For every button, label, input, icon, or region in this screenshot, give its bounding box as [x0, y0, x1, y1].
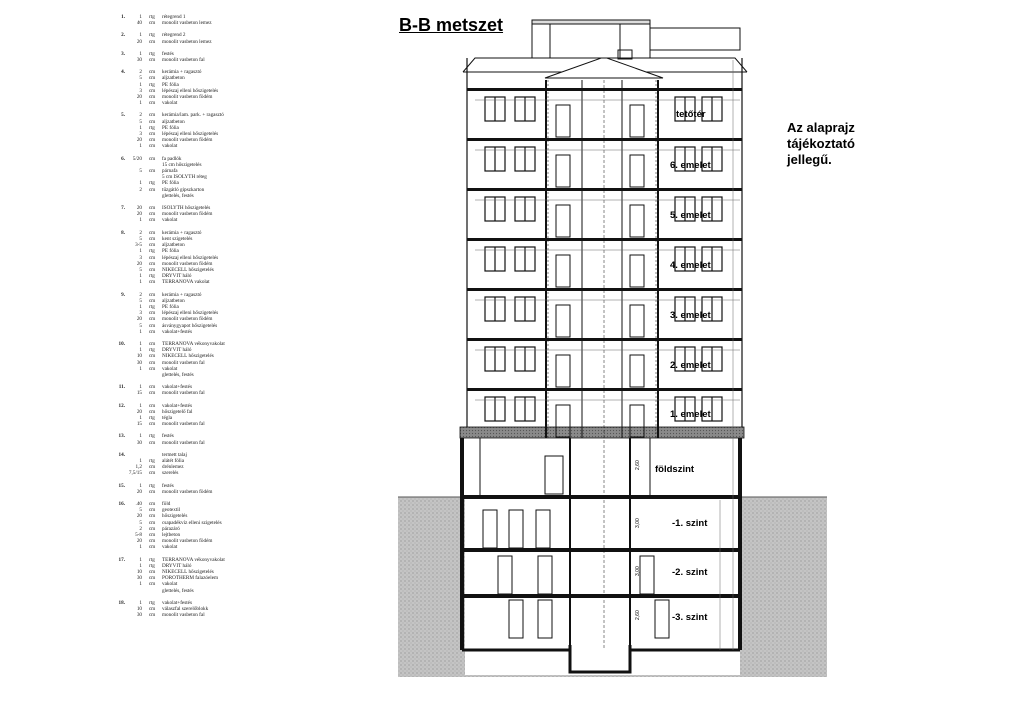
spec-cell-u: cm — [148, 69, 156, 76]
spec-cell-d: monolit vasbeton födém — [162, 260, 213, 267]
spec-cell-u: cm — [148, 606, 156, 613]
spec-cell-u: cm — [148, 131, 156, 138]
spec-cell-u: cm — [148, 328, 156, 335]
spec-cell-d: vakolat — [162, 100, 178, 107]
spec-cell-d: vakolat — [162, 581, 178, 588]
dim-text: 2,60 — [635, 610, 641, 620]
spec-cell-t: 1 — [139, 347, 142, 354]
roof — [463, 20, 747, 78]
spec-cell-t: 10 — [136, 569, 142, 576]
spec-cell-n: 16. — [118, 501, 125, 507]
spec-cell-d: monolit vasbeton födém — [162, 538, 213, 545]
spec-cell-d: drénlemez — [162, 464, 184, 471]
spec-cell-t: 1 — [139, 50, 142, 57]
spec-cell-u: cm — [148, 260, 156, 267]
dim-text: 3,00 — [635, 518, 641, 528]
spec-cell-t: 5 — [139, 118, 142, 125]
spec-cell-d: vakolat — [162, 143, 178, 150]
spec-cell-t: 1 — [139, 433, 142, 440]
spec-cell-t: 2 — [139, 186, 142, 193]
spec-cell-u: cm — [148, 316, 156, 323]
spec-cell-t: 1 — [139, 562, 142, 569]
spec-cell-u: rtg — [149, 599, 155, 606]
spec-cell-t: 20 — [136, 94, 142, 101]
level-label-2: 2. emelet — [670, 360, 711, 371]
spec-cell-u: cm — [148, 205, 156, 212]
spec-cell-n: 7. — [121, 205, 125, 212]
spec-cell-t: 1 — [139, 384, 142, 391]
spec-cell-n: 2. — [121, 32, 125, 39]
spec-cell-u: cm — [148, 532, 156, 539]
spec-cell-t: 3 — [139, 87, 142, 94]
spec-cell-d: 5 cm ISOLYTH réteg — [162, 174, 207, 181]
spec-cell-u: cm — [148, 439, 156, 446]
spec-cell-u: cm — [148, 254, 156, 261]
spec-cell-t: 20 — [136, 538, 142, 545]
spec-cell-t: 1,2 — [135, 464, 142, 471]
spec-cell-t: 2 — [139, 69, 142, 76]
note-line: tájékoztató — [787, 136, 855, 151]
spec-cell-t: 5-8 — [135, 532, 142, 539]
level-label-minus1: -1. szint — [672, 518, 708, 529]
spec-cell-d: TERRANOVA vakolat — [162, 279, 210, 286]
spec-cell-u: cm — [148, 279, 156, 286]
spec-cell-d: TERRANOVA vékonyvakolat — [162, 556, 225, 563]
spec-cell-t: 5 — [139, 168, 142, 175]
spec-cell-d: monolit vasbeton födém — [162, 94, 213, 101]
spec-cell-u: cm — [148, 581, 156, 588]
door — [630, 305, 644, 337]
spec-cell-u: cm — [148, 384, 156, 391]
spec-cell-u: rtg — [149, 32, 155, 39]
spec-cell-t: 1 — [139, 100, 142, 107]
spec-cell-n: 18. — [118, 599, 125, 606]
spec-cell-u: cm — [148, 544, 156, 551]
spec-cell-t: 7,5/15 — [128, 470, 142, 477]
spec-cell-u: rtg — [149, 81, 155, 88]
spec-cell-u: rtg — [149, 124, 155, 131]
spec-cell-d: lejtbeton — [162, 532, 181, 539]
spec-cell-t: 20 — [136, 513, 142, 520]
spec-cell-n: 1. — [121, 14, 125, 20]
spec-cell-u: rtg — [149, 303, 155, 310]
spec-cell-t: 10 — [136, 606, 142, 613]
spec-cell-u: rtg — [149, 556, 155, 563]
spec-cell-t: .40 — [135, 501, 142, 507]
door — [556, 205, 570, 237]
spec-cell-t: 1 — [139, 273, 142, 280]
spec-cell-t: 15 — [136, 390, 142, 397]
spec-cell-d: glettelés, festés — [162, 587, 194, 594]
spec-cell-u: cm — [148, 155, 156, 162]
spec-cell-u: cm — [148, 235, 156, 242]
spec-cell-t: 1 — [139, 14, 142, 20]
spec-cell-u: rtg — [149, 482, 155, 489]
spec-cell-n: 5. — [121, 112, 125, 119]
spec-cell-d: PE fólia — [162, 180, 179, 187]
drawing-title: B-B metszet — [399, 15, 504, 35]
spec-cell-d: PE fólia — [162, 124, 179, 131]
spec-cell-u: cm — [148, 168, 156, 175]
door — [630, 255, 644, 287]
spec-cell-d: monolit vasbeton fal — [162, 390, 205, 397]
spec-cell-u: rtg — [149, 273, 155, 280]
spec-cell-u: cm — [148, 402, 156, 409]
spec-cell-n: 3. — [121, 50, 125, 57]
spec-cell-t: 1 — [139, 217, 142, 224]
spec-cell-u: cm — [148, 217, 156, 224]
spec-cell-t: 1 — [139, 402, 142, 409]
spec-cell-u: cm — [148, 94, 156, 101]
spec-cell-u: cm — [148, 118, 156, 125]
door — [630, 155, 644, 187]
spec-cell-u: cm — [148, 20, 156, 27]
level-label-minus2: -2. szint — [672, 567, 708, 578]
spec-cell-t: 3 — [139, 310, 142, 317]
door — [556, 305, 570, 337]
spec-cell-u: cm — [148, 340, 156, 347]
spec-cell-d: TERRANOVA vékonyvakolat — [162, 340, 225, 347]
spec-cell-u: rtg — [149, 248, 155, 255]
spec-cell-t: 20 — [136, 205, 142, 212]
spec-cell-u: cm — [148, 322, 156, 329]
door — [556, 155, 570, 187]
spec-cell-u: cm — [148, 365, 156, 372]
spec-cell-d: vakolat+festés — [162, 402, 193, 409]
door — [630, 205, 644, 237]
spec-cell-d: kerámia + ragasztó — [162, 69, 202, 76]
spec-cell-d: lépészaj elleni hőszigetelés — [162, 310, 219, 317]
spec-cell-u: cm — [148, 242, 156, 249]
spec-cell-d: aljzatbeton — [162, 242, 185, 249]
level-label-5: 5. emelet — [670, 210, 711, 221]
spec-cell-u: cm — [148, 229, 156, 236]
spec-cell-t: 1 — [139, 556, 142, 563]
spec-cell-u: cm — [148, 75, 156, 82]
spec-cell-d: monolit vasbeton födém — [162, 488, 213, 495]
spec-cell-u: rtg — [149, 50, 155, 57]
spec-cell-u: cm — [148, 100, 156, 107]
spec-cell-n: 15. — [118, 482, 125, 489]
spec-cell-d: monolit vasbeton födém — [162, 137, 213, 144]
spec-cell-t: 2 — [139, 112, 142, 119]
spec-cell-n: 10. — [118, 340, 125, 347]
spec-cell-u: cm — [148, 470, 156, 477]
spec-cell-d: szerelés — [162, 470, 179, 477]
spec-cell-t: 20 — [136, 488, 142, 495]
spec-cell-t: 1 — [139, 32, 142, 39]
spec-cell-n: 8. — [121, 229, 125, 236]
spec-cell-t: 2 — [139, 291, 142, 298]
note-line: jellegű. — [787, 152, 832, 167]
spec-cell-u: cm — [148, 297, 156, 304]
dim-text: 3,00 — [635, 566, 641, 576]
spec-cell-t: 20 — [136, 260, 142, 267]
level-label-6: 6. emelet — [670, 160, 711, 171]
spec-cell-t: 1 — [139, 482, 142, 489]
spec-cell-u: cm — [148, 488, 156, 495]
spec-cell-n: 11. — [118, 384, 125, 391]
spec-cell-t: 5 — [139, 519, 142, 526]
spec-cell-d: monolit vasbeton fal — [162, 612, 205, 619]
spec-cell-d: lépészaj elleni hőszigetelés — [162, 131, 219, 138]
spec-cell-u: cm — [148, 501, 156, 507]
spec-cell-d: föld — [162, 501, 171, 507]
spec-cell-d: festés — [162, 433, 174, 440]
spec-cell-n: 13. — [118, 433, 125, 440]
spec-cell-t: 5 — [139, 75, 142, 82]
spec-cell-d: kent szigetelés — [162, 235, 193, 242]
spec-cell-d: lépészaj elleni hőszigetelés — [162, 254, 219, 261]
spec-cell-t: 30 — [136, 57, 142, 64]
spec-cell-d: kerámia/lam. park. + ragasztó — [162, 112, 224, 119]
spec-cell-u: cm — [148, 575, 156, 582]
spec-cell-t: 15 — [136, 421, 142, 428]
level-label-tetoter: tetőtér — [676, 109, 706, 120]
spec-cell-d: párazáró — [162, 525, 180, 532]
spec-cell-t: 5 — [139, 322, 142, 329]
spec-cell-u: cm — [148, 291, 156, 298]
spec-cell-u: cm — [148, 186, 156, 193]
spec-cell-u: cm — [148, 569, 156, 576]
spec-cell-t: 1 — [139, 599, 142, 606]
window-grid — [485, 97, 722, 421]
spec-cell-d: DRYVIT háló — [162, 273, 192, 280]
spec-cell-n: 6. — [121, 155, 125, 162]
spec-cell-d: PE fólia — [162, 248, 179, 255]
spec-cell-d: termett talaj — [162, 451, 187, 458]
spec-cell-u: cm — [148, 310, 156, 317]
note-line: Az alaprajz — [787, 120, 855, 135]
spec-cell-t: 3-5 — [135, 242, 142, 249]
spec-cell-d: tűzgátló gipszkarton — [162, 186, 205, 193]
spec-cell-t: 1 — [139, 457, 142, 464]
spec-cell-d: geotextil — [162, 507, 181, 514]
level-label-4: 4. emelet — [670, 260, 711, 271]
door — [556, 105, 570, 137]
spec-cell-u: cm — [148, 390, 156, 397]
spec-cell-d: PE fólia — [162, 303, 179, 310]
spec-cell-t: 20 — [136, 38, 142, 45]
spec-cell-t: 3 — [139, 131, 142, 138]
spec-cell-d: 15 cm hőszigetelés — [162, 161, 202, 168]
spec-cell-u: cm — [148, 507, 156, 514]
spec-cell-t: 1 — [139, 248, 142, 255]
spec-cell-t: 1 — [139, 143, 142, 150]
spec-cell-u: rtg — [149, 433, 155, 440]
spec-cell-d: NIKECELL hőszigetelés — [162, 353, 214, 360]
spec-cell-d: fa padlók — [162, 155, 182, 162]
dim-text: 2,60 — [635, 460, 641, 470]
spec-cell-d: vakolat+festés — [162, 328, 193, 335]
spec-cell-d: ásványgyapot hőszigetelés — [162, 322, 218, 329]
spec-cell-d: aljzatbeton — [162, 75, 185, 82]
spec-cell-t: 5 — [139, 235, 142, 242]
spec-cell-d: hőszigetelő fal — [162, 408, 193, 415]
spec-cell-t: 5 — [139, 297, 142, 304]
spec-cell-t: 20 — [136, 316, 142, 323]
spec-cell-u: rtg — [149, 562, 155, 569]
spec-cell-t: 2 — [139, 229, 142, 236]
door — [630, 355, 644, 387]
spec-cell-t: 40 — [136, 20, 142, 27]
spec-cell-t: 1 — [139, 328, 142, 335]
spec-cell-t: 1 — [139, 544, 142, 551]
spec-cell-d: csapadékvíz elleni szigetelés — [162, 519, 222, 526]
spec-cell-d: alátét fólia — [162, 457, 185, 464]
spec-cell-d: monolit vasbeton födém — [162, 316, 213, 323]
spec-cell-u: rtg — [149, 180, 155, 187]
spec-cell-u: cm — [148, 464, 156, 471]
spec-cell-d: vakolat+festés — [162, 384, 193, 391]
spec-cell-t: 1 — [139, 581, 142, 588]
spec-cell-d: rétegrend 1 — [162, 14, 186, 20]
spec-cell-d: aljzatbeton — [162, 297, 185, 304]
door — [630, 105, 644, 137]
level-label-foldszint: földszint — [655, 464, 695, 475]
spec-cell-t: 5 — [139, 266, 142, 273]
spec-cell-d: vakolat+festés — [162, 599, 193, 606]
spec-cell-n: 12. — [118, 402, 125, 409]
spec-cell-t: 30 — [136, 612, 142, 619]
spec-cell-t: 1 — [139, 303, 142, 310]
spec-cell-d: monolit vasbeton fal — [162, 57, 205, 64]
spec-cell-u: cm — [148, 525, 156, 532]
spec-cell-u: cm — [148, 519, 156, 526]
spec-cell-n: 14. — [118, 451, 125, 458]
spec-cell-d: vakolat — [162, 365, 178, 372]
spec-cell-u: cm — [148, 112, 156, 119]
spec-cell-d: NIKECELL hőszigetelés — [162, 266, 214, 273]
spec-cell-u: cm — [148, 353, 156, 360]
door — [556, 355, 570, 387]
spec-cell-d: festés — [162, 482, 174, 489]
spec-cell-u: cm — [148, 38, 156, 45]
spec-cell-u: rtg — [149, 414, 155, 421]
spec-cell-t: 30 — [136, 575, 142, 582]
spec-cell-d: POROTHERM falazóelem — [162, 575, 219, 582]
spec-cell-t: 2 — [139, 525, 142, 532]
spec-cell-u: cm — [148, 408, 156, 415]
spec-cell-d: glettelés, festés — [162, 192, 194, 199]
spec-cell-u: rtg — [149, 347, 155, 354]
spec-cell-d: párnafa — [162, 168, 178, 175]
spec-cell-d: monolit vasbeton fal — [162, 359, 205, 366]
spec-cell-d: válaszfal szerelőblokk — [162, 606, 209, 613]
spec-cell-t: 1 — [139, 414, 142, 421]
spec-cell-u: cm — [148, 143, 156, 150]
spec-cell-d: PE fólia — [162, 81, 179, 88]
spec-cell-t: 1 — [139, 81, 142, 88]
spec-cell-d: monolit vasbeton fal — [162, 421, 205, 428]
spec-cell-d: kerámia + ragasztó — [162, 291, 202, 298]
spec-cell-d: ISOLYTH hőszigetelés — [162, 205, 211, 212]
spec-cell-u: rtg — [149, 457, 155, 464]
spec-cell-t: 5/20 — [132, 155, 142, 162]
spec-cell-t: 10 — [136, 353, 142, 360]
spec-cell-n: 9. — [121, 291, 125, 298]
level-label-minus3: -3. szint — [672, 612, 708, 623]
spec-cell-d: monolit vasbeton lemez — [162, 20, 212, 27]
door — [556, 255, 570, 287]
spec-cell-d: DRYVIT háló — [162, 562, 192, 569]
spec-cell-t: 20 — [136, 408, 142, 415]
core-doors — [556, 105, 644, 437]
spec-cell-t: 20 — [136, 137, 142, 144]
spec-cell-d: monolit vasbeton lemez — [162, 38, 212, 45]
spec-cell-d: monolit vasbeton födém — [162, 211, 213, 218]
spec-cell-d: NIKECELL hőszigetelés — [162, 569, 214, 576]
spec-cell-t: 30 — [136, 359, 142, 366]
level-label-3: 3. emelet — [670, 310, 711, 321]
spec-cell-t: 1 — [139, 340, 142, 347]
spec-cell-u: cm — [148, 612, 156, 619]
spec-cell-d: tégla — [162, 414, 173, 421]
spec-cell-d: vakolat — [162, 544, 178, 551]
spec-cell-d: rétegrend 2 — [162, 32, 186, 39]
spec-cell-d: lépészaj elleni hőszigetelés — [162, 87, 219, 94]
spec-cell-u: cm — [148, 513, 156, 520]
spec-cell-n: 4. — [121, 69, 125, 76]
spec-cell-u: cm — [148, 57, 156, 64]
spec-cell-u: cm — [148, 266, 156, 273]
spec-cell-t: 1 — [139, 279, 142, 286]
spec-cell-u: cm — [148, 359, 156, 366]
spec-cell-u: cm — [148, 211, 156, 218]
spec-cell-u: cm — [148, 538, 156, 545]
spec-cell-d: festés — [162, 50, 174, 57]
spec-cell-u: cm — [148, 421, 156, 428]
spec-cell-d: aljzatbeton — [162, 118, 185, 125]
spec-cell-d: monolit vasbeton fal — [162, 439, 205, 446]
spec-cell-d: kerámia + ragasztó — [162, 229, 202, 236]
spec-cell-u: cm — [148, 137, 156, 144]
spec-cell-u: cm — [148, 87, 156, 94]
spec-cell-t: 3 — [139, 254, 142, 261]
spec-cell-d: glettelés, festés — [162, 371, 194, 378]
spec-cell-t: 30 — [136, 439, 142, 446]
spec-cell-t: 5 — [139, 507, 142, 514]
spec-cell-n: 17. — [118, 556, 125, 563]
spec-cell-t: 1 — [139, 365, 142, 372]
spec-cell-t: 1 — [139, 124, 142, 131]
spec-cell-d: hőszigetelés — [162, 513, 188, 520]
spec-cell-t: 20 — [136, 211, 142, 218]
spec-cell-t: 1 — [139, 180, 142, 187]
spec-cell-d: DRYVIT háló — [162, 347, 192, 354]
level-label-1: 1. emelet — [670, 409, 711, 420]
spec-cell-u: rtg — [149, 14, 155, 20]
spec-cell-d: vakolat — [162, 217, 178, 224]
